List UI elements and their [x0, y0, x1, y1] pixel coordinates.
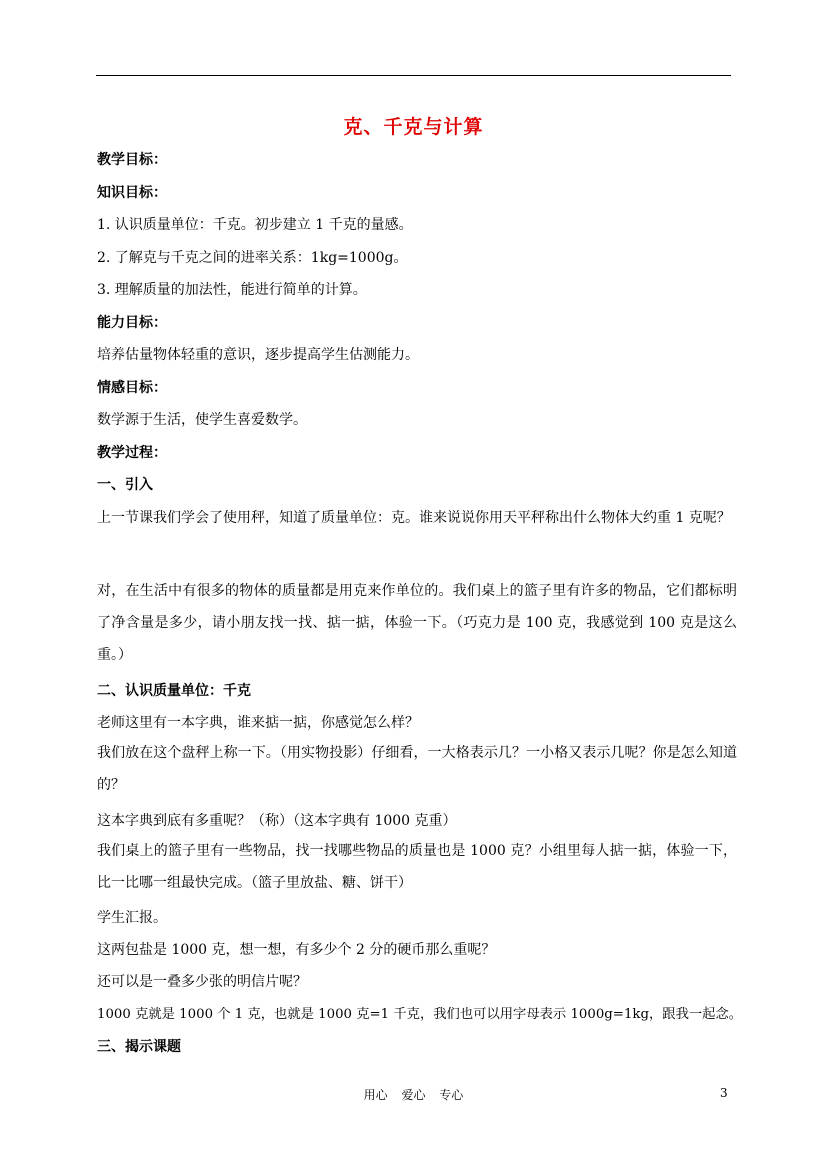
- knowledge-goal-3: 3. 理解质量的加法性，能进行简单的计算。: [97, 282, 367, 298]
- part1-heading: 一、引入: [97, 477, 153, 493]
- emotion-goals-text: 数学源于生活，使学生喜爱数学。: [97, 412, 307, 428]
- part2-line-6: 这两包盐是 1000 克，想一想，有多少个 2 分的硬币那么重呢？: [97, 942, 496, 958]
- part1-paragraph-1: 上一节课我们学会了使用秤，知道了质量单位：克。谁来说说你用天平秤称出什么物体大约重 1 克呢？: [97, 510, 731, 526]
- knowledge-goals-heading: 知识目标：: [97, 185, 167, 201]
- part2-heading: 二、认识质量单位：千克: [97, 683, 251, 699]
- part1-paragraph-2: 对，在生活中有很多的物体的质量都是用克来作单位的。我们桌上的篮子里有许多的物品，它们都标明了净含量是多少，请小朋友找一找、掂一掂，体验一下。（巧克力是 100 克，我感觉到 100 克是这么重。）: [97, 583, 737, 663]
- teaching-process-heading: 教学过程：: [97, 445, 167, 461]
- part2-line-3: 这本字典到底有多重呢？（称）（这本字典有 1000 克重）: [97, 813, 457, 829]
- page-number: 3: [720, 1086, 728, 1100]
- ability-goals-text: 培养估量物体轻重的意识，逐步提高学生估测能力。: [97, 347, 419, 363]
- emotion-goals-heading: 情感目标：: [97, 380, 167, 396]
- teaching-goals-heading: 教学目标：: [97, 152, 167, 168]
- part2-line-7: 还可以是一叠多少张的明信片呢？: [97, 974, 307, 990]
- part2-line-5: 学生汇报。: [97, 910, 167, 926]
- part2-paragraph-2: 我们放在这个盘秤上称一下。（用实物投影）仔细看，一大格表示几？一小格又表示几呢？你是怎么知道的？: [97, 745, 737, 793]
- footer-motto: 用心 爱心 专心: [363, 1088, 464, 1102]
- part2-line-1: 老师这里有一本字典，谁来掂一掂，你感觉怎么样？: [97, 715, 419, 731]
- part3-heading: 三、揭示课题: [97, 1039, 181, 1055]
- ability-goals-heading: 能力目标：: [97, 315, 167, 331]
- document-title: 克、千克与计算: [343, 116, 484, 138]
- part2-paragraph-4: 我们桌上的篮子里有一些物品，找一找哪些物品的质量也是 1000 克？小组里每人掂一掂，体验一下，比一比哪一组最快完成。（篮子里放盐、糖、饼干）: [97, 843, 737, 891]
- knowledge-goal-1: 1. 认识质量单位：千克。初步建立 1 千克的量感。: [97, 217, 413, 233]
- header-rule: [96, 75, 731, 76]
- knowledge-goal-2: 2. 了解克与千克之间的进率关系：1kg=1000g。: [97, 250, 408, 266]
- part2-line-8: 1000 克就是 1000 个 1 克，也就是 1000 克=1 千克，我们也可以用字母表示 1000g=1kg，跟我一起念。: [97, 1007, 743, 1022]
